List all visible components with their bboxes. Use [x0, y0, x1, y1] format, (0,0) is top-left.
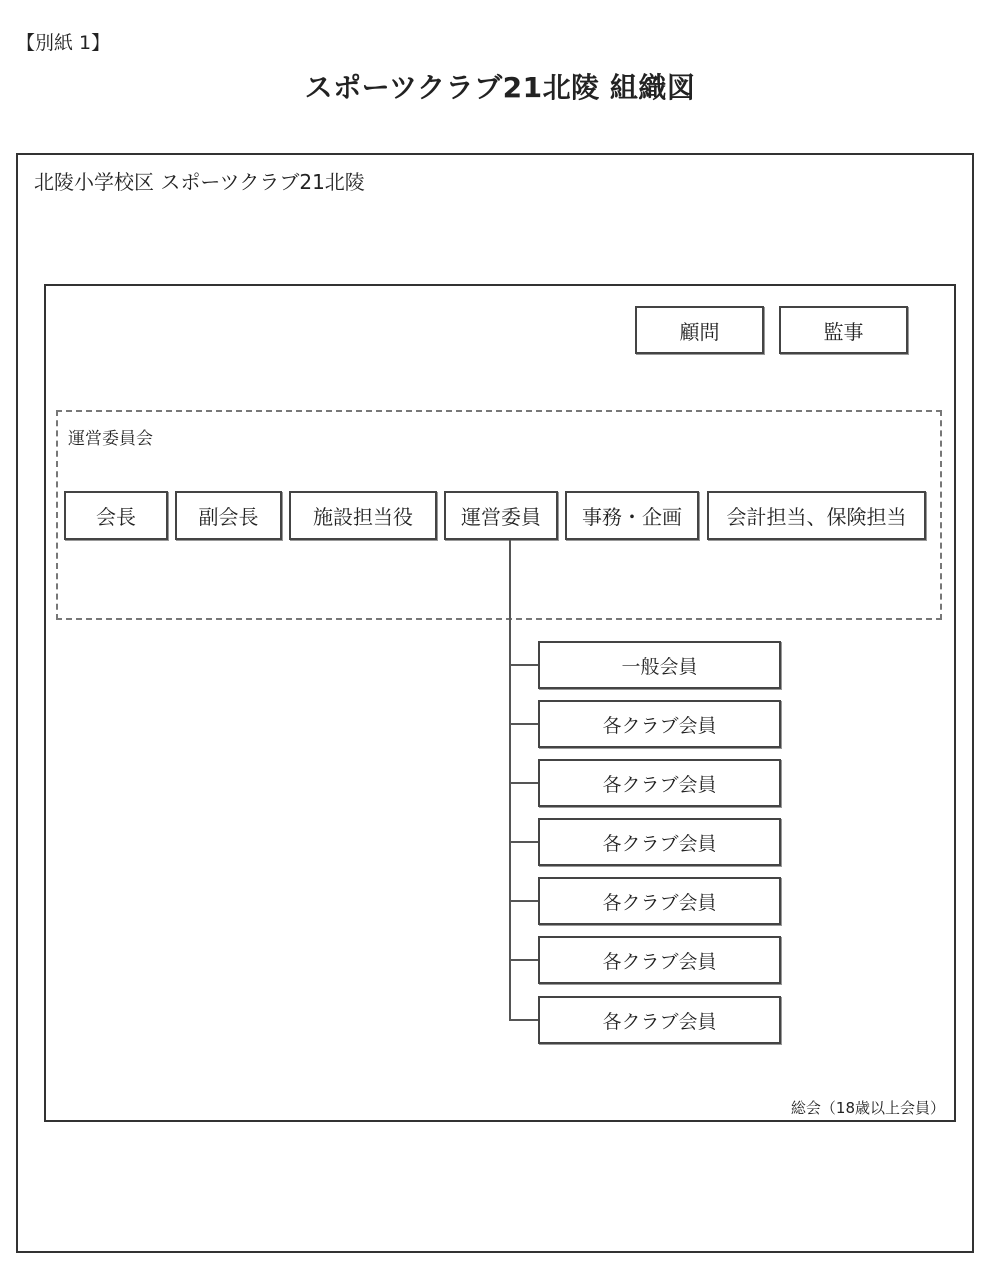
- auditor-box: 監事: [779, 306, 908, 354]
- committee-label: 運営委員会: [68, 429, 153, 449]
- role-accounting-insurance: 会計担当、保険担当: [707, 491, 926, 540]
- role-committee-member: 運営委員: [444, 491, 558, 540]
- branch-line: [509, 782, 539, 784]
- member-box-club: 各クラブ会員: [538, 818, 781, 866]
- role-chairman: 会長: [64, 491, 168, 540]
- attachment-label: 【別紙 1】: [16, 32, 111, 54]
- branch-line: [509, 723, 539, 725]
- member-box-club: 各クラブ会員: [538, 700, 781, 748]
- role-vice-chairman: 副会長: [175, 491, 282, 540]
- branch-line: [509, 900, 539, 902]
- role-office-planning: 事務・企画: [565, 491, 699, 540]
- page-title: スポーツクラブ21北陵 組織図: [304, 71, 696, 104]
- member-box-club: 各クラブ会員: [538, 996, 781, 1044]
- member-box-general: 一般会員: [538, 641, 781, 689]
- tree-trunk-line: [509, 540, 511, 1021]
- club-name: 北陵小学校区 スポーツクラブ21北陵: [34, 170, 365, 194]
- branch-line: [509, 664, 539, 666]
- member-box-club: 各クラブ会員: [538, 936, 781, 984]
- member-box-club: 各クラブ会員: [538, 759, 781, 807]
- member-box-club: 各クラブ会員: [538, 877, 781, 925]
- branch-line: [509, 1019, 539, 1021]
- branch-line: [509, 841, 539, 843]
- role-facility-manager: 施設担当役: [289, 491, 437, 540]
- advisor-box: 顧問: [635, 306, 764, 354]
- general-meeting-label: 総会（18歳以上会員）: [790, 1099, 945, 1117]
- branch-line: [509, 959, 539, 961]
